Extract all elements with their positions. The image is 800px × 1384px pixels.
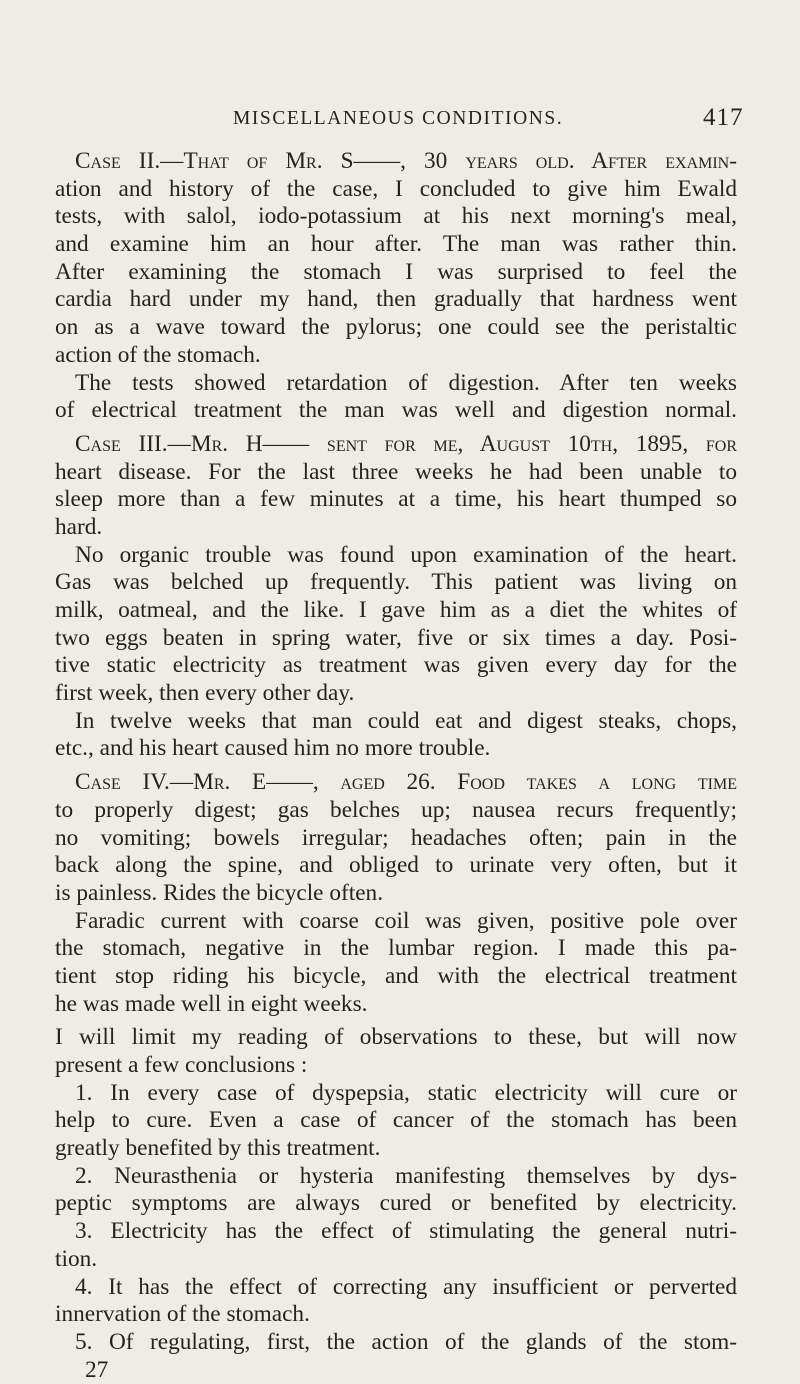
text-line: peptic symptoms are always cured or benefited by electricity.: [55, 1190, 737, 1217]
text-line: greatly benefited by this treatment.: [55, 1135, 381, 1162]
text-line: help to cure. Even a case of cancer of the stomach has been: [55, 1107, 737, 1134]
conclusion-5-line: 5. Of regulating, first, the action of the glands of the stom-: [75, 1328, 737, 1355]
text-line: the stomach, negative in the lumbar region. I made this pa-: [55, 935, 737, 962]
text-line: and examine him an hour after. The man was rather thin.: [55, 231, 737, 258]
text-line: of electrical treatment the man was well and digestion normal.: [55, 397, 737, 424]
text-line: to properly digest; gas belches up; nausea recurs frequently;: [55, 796, 737, 823]
case-4-heading-line: Case IV.—Mr. E——, aged 26. Food takes a long time: [75, 769, 737, 796]
text-line: etc., and his heart caused him no more trouble.: [55, 735, 491, 762]
text-line: After examining the stomach I was surprised to feel the: [55, 258, 737, 285]
text-line: innervation of the stomach.: [55, 1301, 310, 1328]
text-line: he was made well in eight weeks.: [55, 990, 368, 1017]
running-head-title: MISCELLANEOUS CONDITIONS.: [233, 108, 564, 129]
body-text: [55, 148, 737, 1384]
running-header: [0, 101, 800, 141]
text-line: Gas was belched up frequently. This patient was living on: [55, 569, 737, 596]
text-line: back along the spine, and obliged to urinate very often, but it: [55, 852, 737, 879]
text-line: tion.: [55, 1245, 98, 1272]
page-number: 417: [703, 104, 744, 131]
text-line: on as a wave toward the pylorus; one could see the peristaltic: [55, 314, 737, 341]
case-2-heading-line: Case II.—That of Mr. S——, 30 years old. After examin-: [75, 148, 737, 174]
signature-mark: 27: [85, 1356, 109, 1383]
text-line: present a few conclusions :: [55, 1052, 308, 1078]
text-line: first week, then every other day.: [55, 680, 355, 707]
text-line: Faradic current with coarse coil was given, positive pole over: [75, 907, 737, 934]
text-line: The tests showed retardation of digestion. After ten weeks: [75, 369, 737, 396]
text-line: tive static electricity as treatment was given every day for the: [55, 652, 737, 679]
text-line: sleep more than a few minutes at a time, his heart thumped so: [55, 486, 737, 513]
text-line: I will limit my reading of observations to these, but will now: [55, 1024, 737, 1051]
text-line: In twelve weeks that man could eat and digest steaks, chops,: [75, 707, 737, 734]
text-line: milk, oatmeal, and the like. I gave him as a diet the whites of: [55, 597, 737, 623]
text-line: ation and history of the case, I concluded to give him Ewald: [55, 175, 737, 202]
text-line: is painless. Rides the bicycle often.: [55, 879, 384, 906]
text-line: heart disease. For the last three weeks he had been unable to: [55, 458, 737, 485]
case-3-heading-line: Case III.—Mr. H—— sent for me, August 10th, 1895, for: [75, 430, 737, 457]
text-line: tient stop riding his bicycle, and with the electrical treatment: [55, 962, 737, 989]
text-line: two eggs beaten in spring water, five or six times a day. Posi-: [55, 624, 737, 651]
text-line: hard.: [55, 513, 103, 540]
text-line: cardia hard under my hand, then gradually that hardness went: [55, 286, 737, 313]
text-line: No organic trouble was found upon examination of the heart.: [75, 541, 737, 568]
conclusion-2-line: 2. Neurasthenia or hysteria manifesting themselves by dys-: [75, 1162, 737, 1189]
conclusion-3-line: 3. Electricity has the effect of stimulating the general nutri-: [75, 1218, 737, 1245]
conclusion-1-line: 1. In every case of dyspepsia, static electricity will cure or: [75, 1079, 737, 1106]
text-line: tests, with salol, iodo-potassium at his next morning's meal,: [55, 203, 737, 230]
text-line: action of the stomach.: [55, 341, 261, 368]
text-line: no vomiting; bowels irregular; headaches often; pain in the: [55, 824, 737, 851]
conclusion-4-line: 4. It has the effect of correcting any insufficient or perverted: [75, 1273, 737, 1300]
